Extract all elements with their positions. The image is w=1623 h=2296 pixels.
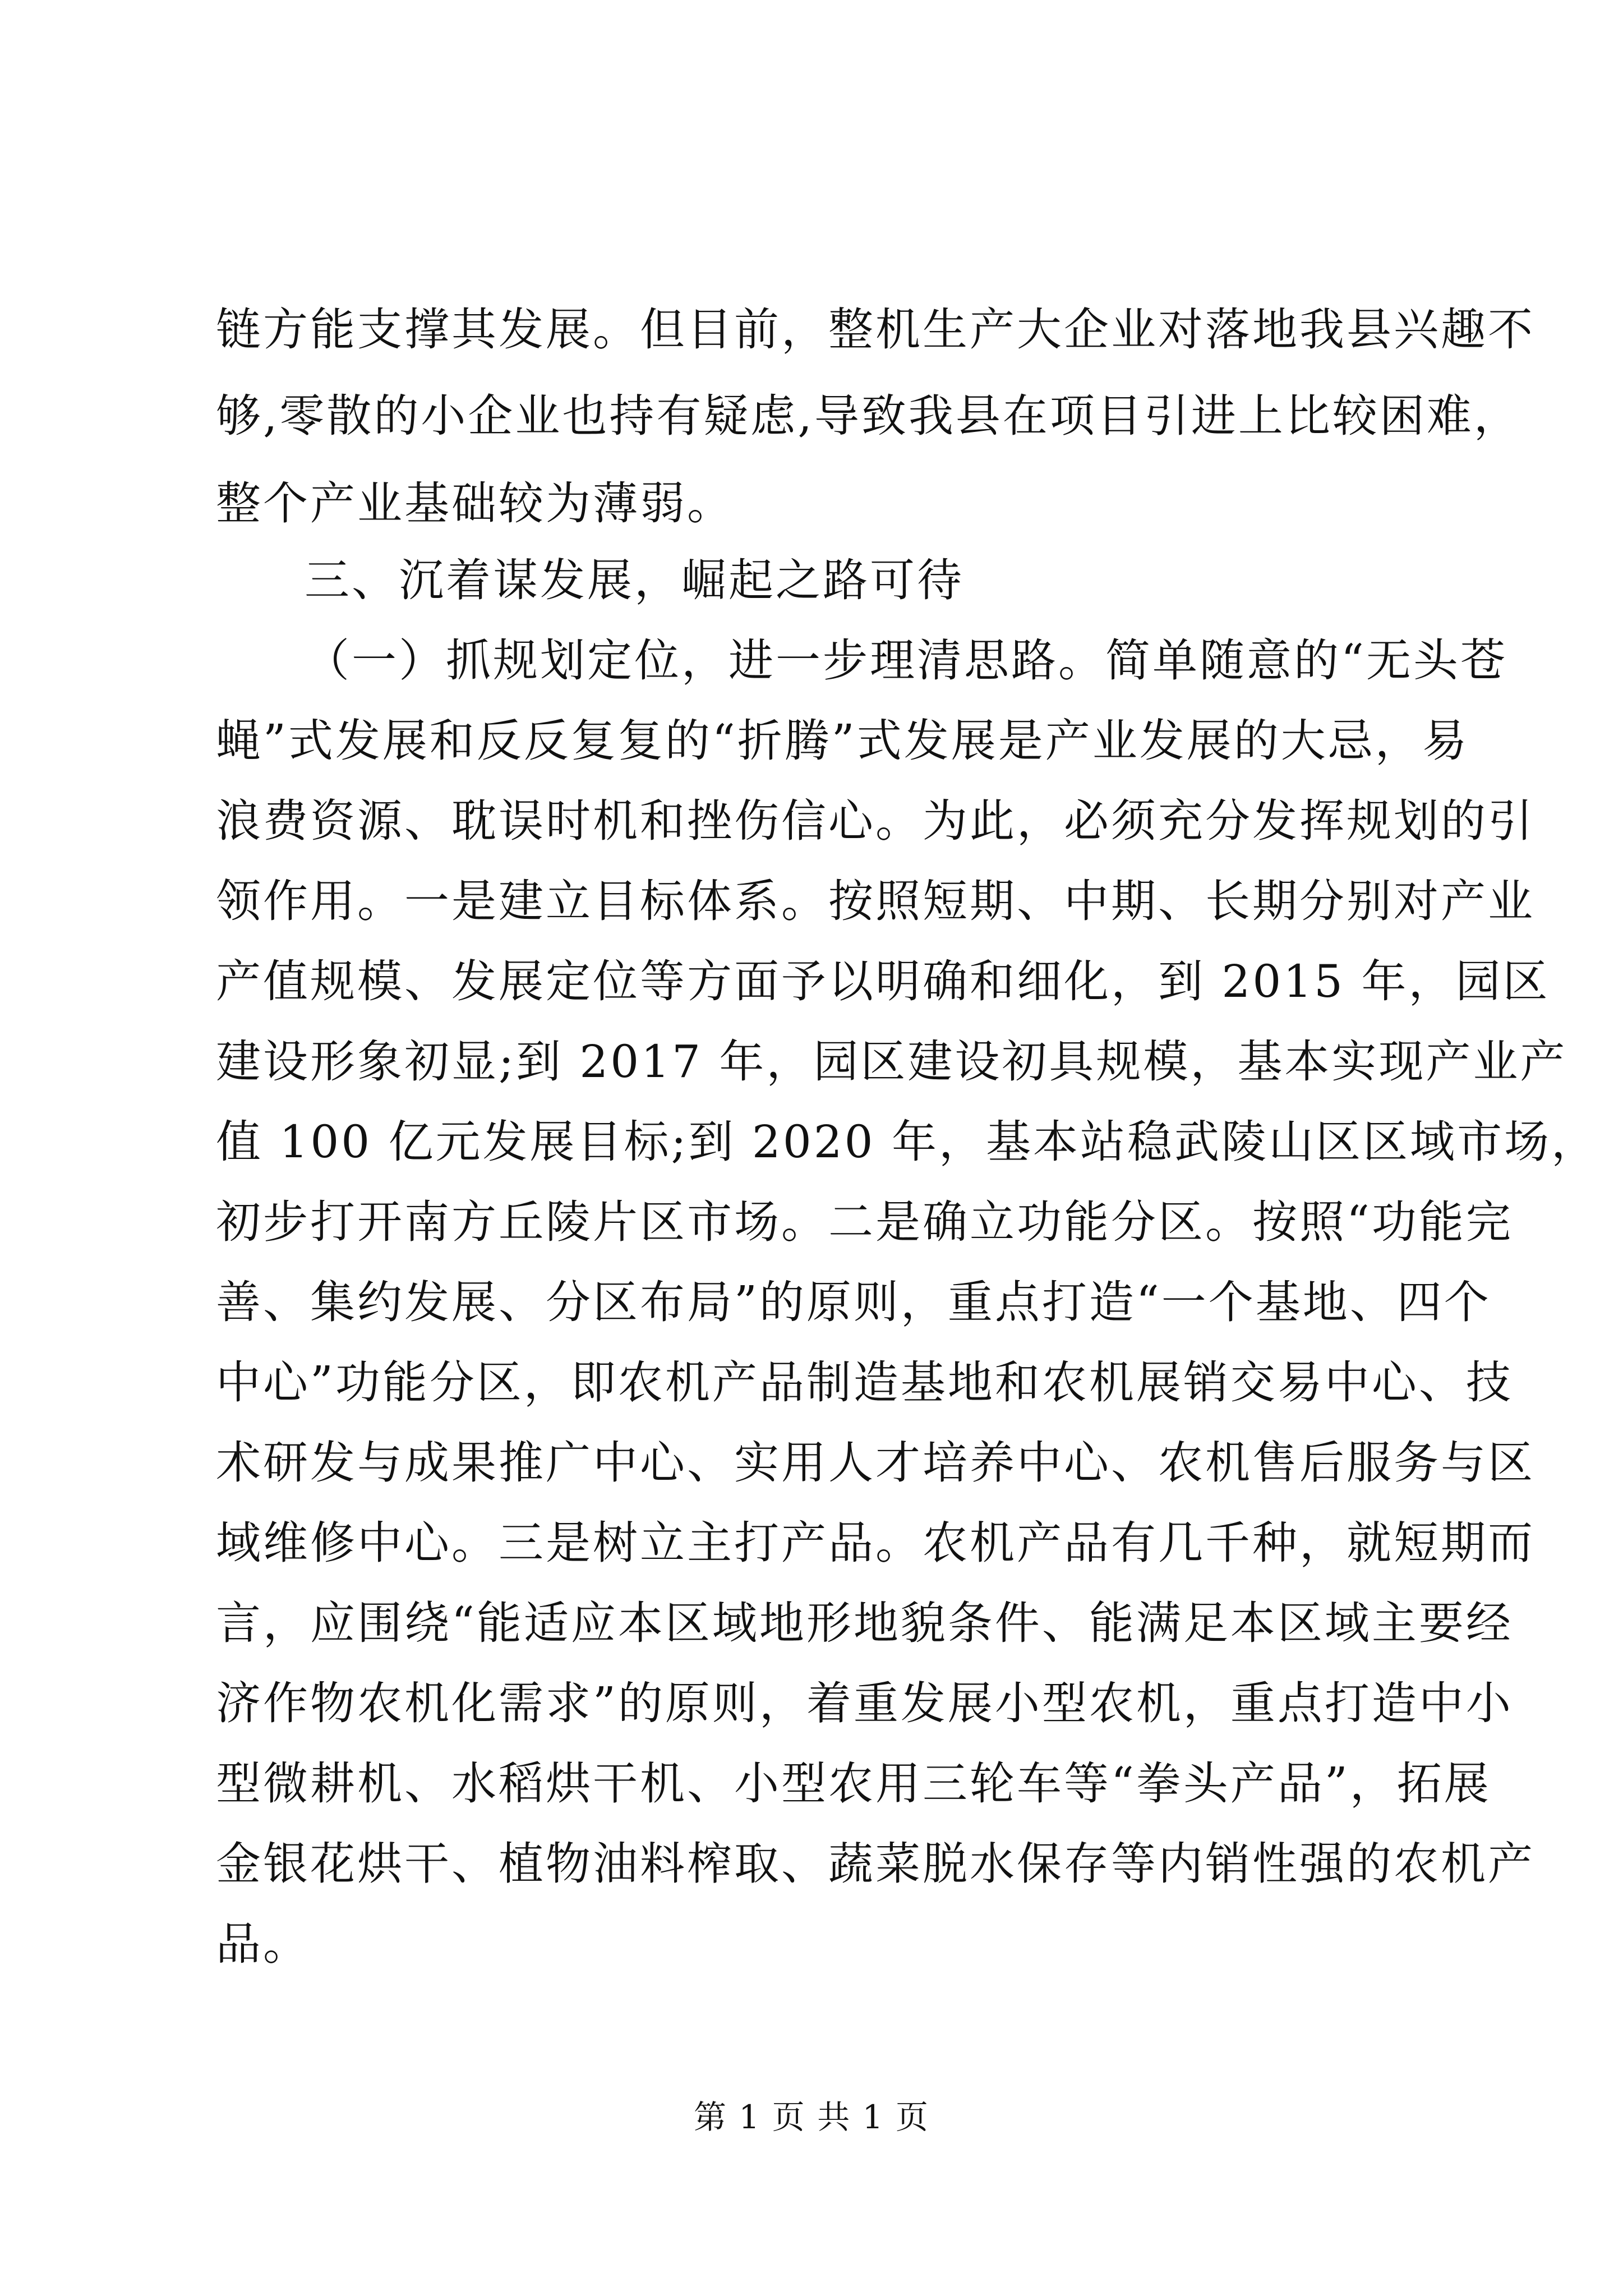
text-line: 蝇”式发展和反反复复的“折腾”式发展是产业发展的大忌，易 [216, 715, 1469, 767]
section-heading: 三、沉着谋发展，崛起之路可待 [305, 554, 964, 606]
text-line: 初步打开南方丘陵片区市场。二是确立功能分区。按照“功能完 [216, 1196, 1513, 1248]
text-line: 金银花烘干、植物油料榨取、蔬菜脱水保存等内销性强的农机产 [216, 1838, 1535, 1890]
subsection-heading-line: （一）抓规划定位，进一步理清思路。简单随意的“无头苍 [305, 634, 1507, 687]
text-line: 域维修中心。三是树立主打产品。农机产品有几千种，就短期而 [216, 1517, 1535, 1569]
text-line: 领作用。一是建立目标体系。按照短期、中期、长期分别对产业 [216, 875, 1535, 927]
text-line: 善、集约发展、分区布局”的原则，重点打造“一个基地、四个 [216, 1276, 1491, 1328]
text-line: 中心”功能分区，即农机产品制造基地和农机展销交易中心、技 [216, 1356, 1513, 1409]
text-line: 值 100 亿元发展目标;到 2020 年，基本站稳武陵山区区域市场， [216, 1116, 1598, 1168]
text-line: 型微耕机、水稻烘干机、小型农用三轮车等“拳头产品”，拓展 [216, 1757, 1491, 1810]
text-line: 浪费资源、耽误时机和挫伤信心。为此，必须充分发挥规划的引 [216, 795, 1535, 847]
text-line: 够,零散的小企业也持有疑虑,导致我县在项目引进上比较困难， [216, 390, 1521, 442]
text-line: 术研发与成果推广中心、实用人才培养中心、农机售后服务与区 [216, 1437, 1535, 1489]
text-line: 济作物农机化需求”的原则，着重发展小型农机，重点打造中小 [216, 1677, 1513, 1729]
text-line: 言，应围绕“能适应本区域地形地貌条件、能满足本区域主要经 [216, 1597, 1513, 1649]
page-footer: 第 1 页 共 1 页 [694, 2098, 929, 2136]
text-line: 产值规模、发展定位等方面予以明确和细化，到 2015 年，园区 [216, 955, 1550, 1007]
text-line: 整个产业基础较为薄弱。 [216, 477, 734, 530]
text-line: 建设形象初显;到 2017 年，园区建设初具规模，基本实现产业产 [216, 1036, 1567, 1088]
text-line: 品。 [216, 1918, 310, 1970]
text-line: 链方能支撑其发展。但目前，整机生产大企业对落地我县兴趣不 [216, 303, 1535, 356]
